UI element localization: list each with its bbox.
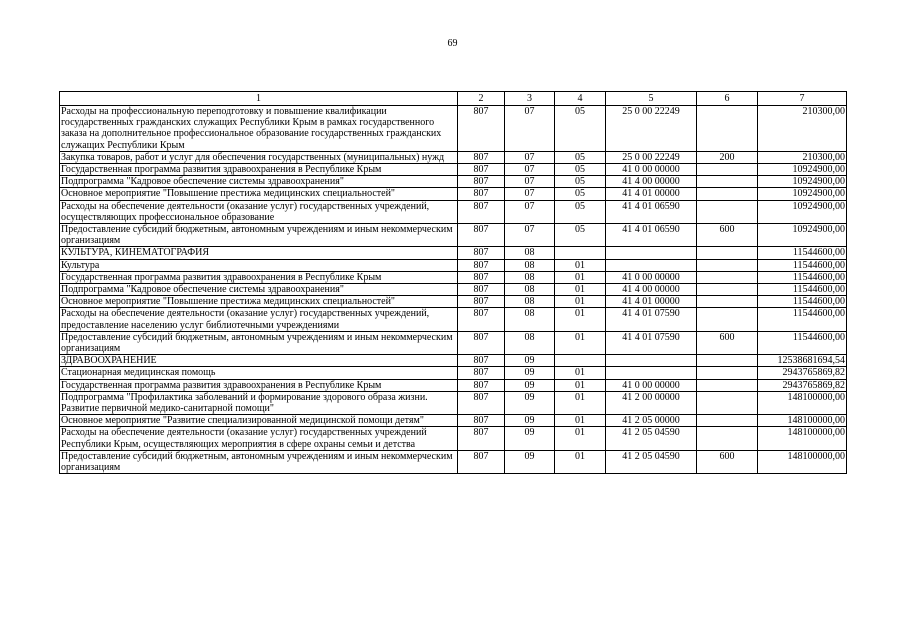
section-code: 07 (505, 151, 555, 163)
target-item-code: 41 0 00 00000 (606, 164, 697, 176)
expense-type-code: 600 (697, 331, 758, 354)
section-code: 08 (505, 296, 555, 308)
section-code: 07 (505, 176, 555, 188)
item-name: Предоставление субсидий бюджетным, автономным учреждениям и иным некоммерческим организациям (60, 450, 458, 473)
section-code: 09 (505, 427, 555, 450)
expense-type-code: 600 (697, 450, 758, 473)
target-item-code: 41 4 01 07590 (606, 331, 697, 354)
ministry-code: 807 (458, 200, 505, 223)
target-item-code: 41 4 01 06590 (606, 224, 697, 247)
amount: 11544600,00 (758, 284, 847, 296)
item-name: Государственная программа развития здравоохранения в Республике Крым (60, 164, 458, 176)
amount: 11544600,00 (758, 271, 847, 283)
ministry-code: 807 (458, 224, 505, 247)
subsection-code: 01 (555, 259, 606, 271)
expense-type-code (697, 427, 758, 450)
table-row (60, 367, 847, 379)
section-code: 09 (505, 367, 555, 379)
target-item-code: 41 4 01 06590 (606, 200, 697, 223)
header-col-6: 6 (697, 92, 758, 106)
ministry-code: 807 (458, 247, 505, 259)
table-row (60, 106, 847, 152)
ministry-code: 807 (458, 367, 505, 379)
target-item-code: 41 0 00 00000 (606, 379, 697, 391)
section-code: 09 (505, 391, 555, 414)
item-name: Подпрограмма "Кадровое обеспечение системы здравоохранения" (60, 176, 458, 188)
expense-type-code (697, 247, 758, 259)
table-row (60, 164, 847, 176)
target-item-code: 41 4 01 00000 (606, 296, 697, 308)
table-row (60, 415, 847, 427)
target-item-code: 41 2 00 00000 (606, 391, 697, 414)
ministry-code: 807 (458, 355, 505, 367)
expense-type-code (697, 188, 758, 200)
item-name: Основное мероприятие "Развитие специализированной медицинской помощи детям" (60, 415, 458, 427)
ministry-code: 807 (458, 308, 505, 331)
header-col-3: 3 (505, 92, 555, 106)
target-item-code: 41 4 01 00000 (606, 188, 697, 200)
ministry-code: 807 (458, 391, 505, 414)
section-code: 09 (505, 355, 555, 367)
ministry-code: 807 (458, 450, 505, 473)
section-code: 09 (505, 450, 555, 473)
item-name: Подпрограмма "Кадровое обеспечение системы здравоохранения" (60, 284, 458, 296)
table-row (60, 308, 847, 331)
amount: 11544600,00 (758, 259, 847, 271)
subsection-code: 05 (555, 224, 606, 247)
page-number: 69 (447, 38, 458, 49)
table-row (60, 188, 847, 200)
item-name: КУЛЬТУРА, КИНЕМАТОГРАФИЯ (60, 247, 458, 259)
section-code: 08 (505, 259, 555, 271)
table-row (60, 427, 847, 450)
amount: 148100000,00 (758, 450, 847, 473)
target-item-code: 41 2 05 04590 (606, 450, 697, 473)
ministry-code: 807 (458, 188, 505, 200)
section-code: 08 (505, 247, 555, 259)
amount: 10924900,00 (758, 200, 847, 223)
ministry-code: 807 (458, 284, 505, 296)
header-col-5: 5 (606, 92, 697, 106)
amount: 10924900,00 (758, 188, 847, 200)
table-row (60, 271, 847, 283)
target-item-code: 41 2 05 04590 (606, 427, 697, 450)
expense-type-code (697, 164, 758, 176)
table-row (60, 450, 847, 473)
target-item-code: 25 0 00 22249 (606, 106, 697, 152)
expense-type-code (697, 176, 758, 188)
item-name: Предоставление субсидий бюджетным, автономным учреждениям и иным некоммерческим организациям (60, 224, 458, 247)
subsection-code: 05 (555, 188, 606, 200)
subsection-code: 05 (555, 164, 606, 176)
target-item-code (606, 247, 697, 259)
item-name: Основное мероприятие "Повышение престижа медицинских специальностей" (60, 188, 458, 200)
expense-type-code (697, 200, 758, 223)
expense-type-code (697, 415, 758, 427)
table-row (60, 224, 847, 247)
table-row (60, 379, 847, 391)
amount: 148100000,00 (758, 427, 847, 450)
target-item-code (606, 367, 697, 379)
expense-type-code: 200 (697, 151, 758, 163)
subsection-code: 01 (555, 296, 606, 308)
subsection-code (555, 247, 606, 259)
expense-type-code (697, 379, 758, 391)
item-name: Расходы на обеспечение деятельности (оказание услуг) государственных учреждений, предоставление населению услуг библиотечными учреждениями (60, 308, 458, 331)
expense-type-code (697, 391, 758, 414)
target-item-code: 41 4 00 00000 (606, 176, 697, 188)
target-item-code (606, 259, 697, 271)
expense-type-code (697, 106, 758, 152)
table-body (60, 106, 847, 474)
item-name: Подпрограмма "Профилактика заболеваний и формирование здорового образа жизни. Развитие первичной медико-санитарной помощи" (60, 391, 458, 414)
subsection-code: 01 (555, 415, 606, 427)
subsection-code: 01 (555, 367, 606, 379)
amount: 10924900,00 (758, 164, 847, 176)
table-row (60, 391, 847, 414)
ministry-code: 807 (458, 379, 505, 391)
ministry-code: 807 (458, 176, 505, 188)
amount: 10924900,00 (758, 176, 847, 188)
section-code: 07 (505, 224, 555, 247)
target-item-code: 41 0 00 00000 (606, 271, 697, 283)
expense-type-code (697, 355, 758, 367)
expense-type-code (697, 308, 758, 331)
amount: 11544600,00 (758, 296, 847, 308)
amount: 10924900,00 (758, 224, 847, 247)
section-code: 08 (505, 308, 555, 331)
subsection-code: 01 (555, 379, 606, 391)
ministry-code: 807 (458, 151, 505, 163)
subsection-code: 01 (555, 391, 606, 414)
expense-type-code (697, 259, 758, 271)
target-item-code: 41 4 01 07590 (606, 308, 697, 331)
ministry-code: 807 (458, 415, 505, 427)
ministry-code: 807 (458, 296, 505, 308)
subsection-code: 05 (555, 176, 606, 188)
section-code: 07 (505, 188, 555, 200)
ministry-code: 807 (458, 259, 505, 271)
section-code: 08 (505, 284, 555, 296)
amount: 11544600,00 (758, 331, 847, 354)
item-name: Основное мероприятие "Повышение престижа медицинских специальностей" (60, 296, 458, 308)
ministry-code: 807 (458, 427, 505, 450)
table-row (60, 331, 847, 354)
target-item-code: 41 4 00 00000 (606, 284, 697, 296)
item-name: Государственная программа развития здравоохранения в Республике Крым (60, 379, 458, 391)
budget-table (59, 91, 847, 474)
item-name: ЗДРАВООХРАНЕНИЕ (60, 355, 458, 367)
table-row (60, 151, 847, 163)
header-col-4: 4 (555, 92, 606, 106)
ministry-code: 807 (458, 106, 505, 152)
item-name: Предоставление субсидий бюджетным, автономным учреждениям и иным некоммерческим организациям (60, 331, 458, 354)
section-code: 07 (505, 106, 555, 152)
subsection-code: 05 (555, 151, 606, 163)
ministry-code: 807 (458, 331, 505, 354)
ministry-code: 807 (458, 271, 505, 283)
table-row (60, 355, 847, 367)
amount: 210300,00 (758, 106, 847, 152)
item-name: Расходы на профессиональную переподготовку и повышение квалификации государственных гражданских служащих Республики Крым в рамках государственного заказа на дополнительное профессиональное образование государственных гражданских служащих Республики Крым (60, 106, 458, 152)
amount: 12538681694,54 (758, 355, 847, 367)
table-row (60, 176, 847, 188)
amount: 148100000,00 (758, 415, 847, 427)
section-code: 09 (505, 415, 555, 427)
ministry-code: 807 (458, 164, 505, 176)
item-name: Расходы на обеспечение деятельности (оказание услуг) государственных учреждений Республики Крым, осуществляющих мероприятия в сфере охраны семьи и детства (60, 427, 458, 450)
header-col-1: 1 (60, 92, 458, 106)
subsection-code: 01 (555, 427, 606, 450)
item-name: Культура (60, 259, 458, 271)
amount: 2943765869,82 (758, 379, 847, 391)
amount: 2943765869,82 (758, 367, 847, 379)
subsection-code: 01 (555, 450, 606, 473)
table-row (60, 247, 847, 259)
item-name: Государственная программа развития здравоохранения в Республике Крым (60, 271, 458, 283)
header-col-2: 2 (458, 92, 505, 106)
subsection-code: 01 (555, 271, 606, 283)
target-item-code (606, 355, 697, 367)
amount: 148100000,00 (758, 391, 847, 414)
target-item-code: 25 0 00 22249 (606, 151, 697, 163)
header-col-7: 7 (758, 92, 847, 106)
item-name: Расходы на обеспечение деятельности (оказание услуг) государственных учреждений, осуществляющих профессиональное образование (60, 200, 458, 223)
expense-type-code (697, 367, 758, 379)
section-code: 09 (505, 379, 555, 391)
header-row (60, 92, 847, 106)
table-row (60, 200, 847, 223)
amount: 11544600,00 (758, 247, 847, 259)
subsection-code: 01 (555, 284, 606, 296)
section-code: 07 (505, 200, 555, 223)
table-header (60, 92, 847, 106)
expense-type-code (697, 296, 758, 308)
subsection-code: 05 (555, 106, 606, 152)
table-row (60, 259, 847, 271)
table-row (60, 284, 847, 296)
subsection-code (555, 355, 606, 367)
section-code: 08 (505, 271, 555, 283)
table-row (60, 296, 847, 308)
item-name: Закупка товаров, работ и услуг для обеспечения государственных (муниципальных) нужд (60, 151, 458, 163)
section-code: 08 (505, 331, 555, 354)
subsection-code: 05 (555, 200, 606, 223)
amount: 11544600,00 (758, 308, 847, 331)
target-item-code: 41 2 05 00000 (606, 415, 697, 427)
amount: 210300,00 (758, 151, 847, 163)
item-name: Стационарная медицинская помощь (60, 367, 458, 379)
expense-type-code (697, 271, 758, 283)
expense-type-code: 600 (697, 224, 758, 247)
subsection-code: 01 (555, 331, 606, 354)
subsection-code: 01 (555, 308, 606, 331)
section-code: 07 (505, 164, 555, 176)
expense-type-code (697, 284, 758, 296)
